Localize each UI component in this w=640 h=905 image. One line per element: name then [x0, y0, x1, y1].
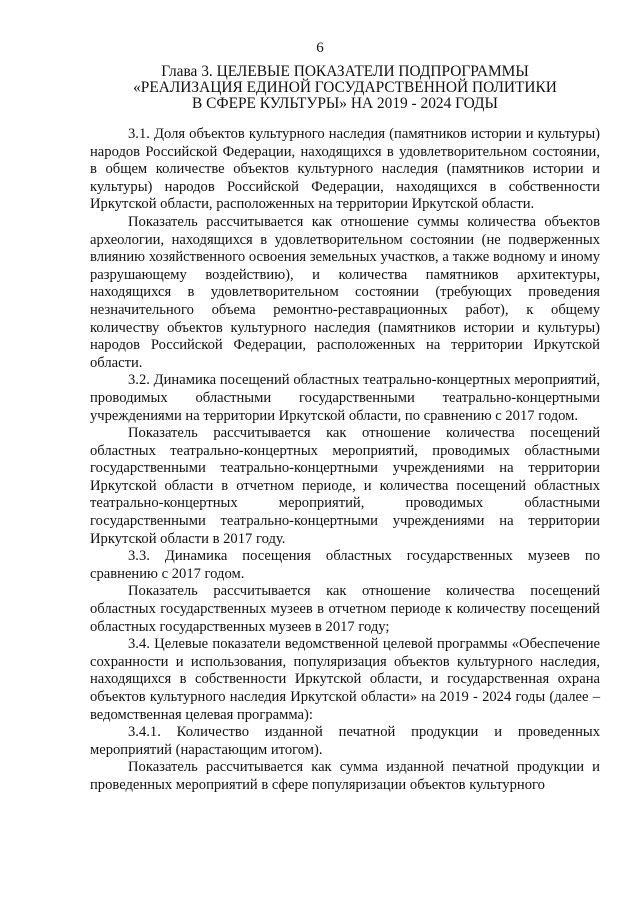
chapter-title — [90, 64, 600, 112]
paragraph-3-4-1: 3.4.1. Количество изданной печатной продукции и проведенных мероприятий (нарастающим итогом). — [90, 724, 600, 758]
paragraph-3-3-method: Показатель рассчитывается как отношение количества посещений областных государственных музеев в отчетном периоде к количеству посещений областных государственных музеев в 2017 году; — [90, 583, 600, 635]
chapter-title-line: «РЕАЛИЗАЦИЯ ЕДИНОЙ ГОСУДАРСТВЕННОЙ ПОЛИТИКИ — [133, 79, 557, 96]
paragraph-3-2: 3.2. Динамика посещений областных театрально-концертных мероприятий, проводимых областными государственными театрально-концертными учреждениями на территории Иркутской области, по сравнению с 2017 годом. — [90, 372, 600, 424]
paragraph-3-1: 3.1. Доля объектов культурного наследия (памятников истории и культуры) народов Российской Федерации, находящихся в удовлетворительном состоянии, в общем количестве объектов культурного наследия (памятников истории и культуры) народов Российской Федерации, находящихся в собственности Иркутской области, расположенных на территории Иркутской области. — [90, 126, 600, 213]
paragraph-3-1-method: Показатель рассчитывается как отношение суммы количества объектов археологии, находящихся в удовлетворительном состоянии (не подверженных влиянию хозяйственного освоения земельных участков, а также водному и иному разрушающему воздействию), и количества памятников архитектуры, находящихся в удовлетворительном состоянии (требующих проведения незначительного объема ремонтно-реставрационных работ), к общему количеству объектов культурного наследия (памятников истории и культуры) народов Российской Федерации, расположенных на территории Иркутской области. — [90, 213, 600, 371]
chapter-title-line: Глава 3. ЦЕЛЕВЫЕ ПОКАЗАТЕЛИ ПОДПРОГРАММЫ — [161, 63, 529, 80]
paragraph-3-4: 3.4. Целевые показатели ведомственной целевой программы «Обеспечение сохранности и использования, популяризация объектов культурного наследия, находящихся в собственности Иркутской области, и государственная охрана объектов культурного наследия Иркутской области» на 2019 - 2024 годы (далее – ведомственная целевая программа): — [90, 636, 600, 723]
document-body — [90, 126, 600, 795]
paragraph-3-3: 3.3. Динамика посещения областных государственных музеев по сравнению с 2017 годом. — [90, 548, 600, 582]
paragraph-3-2-method: Показатель рассчитывается как отношение количества посещений областных театрально-концертных мероприятий, проводимых областными государственными театрально-концертными учреждениями на территории Иркутской области в отчетном периоде, и количества посещений областных театрально-концертных мероприятий, проводимых областными государственными театрально-концертными учреждениями на территории Иркутской области в 2017 году. — [90, 425, 600, 547]
paragraph-3-4-1-method: Показатель рассчитывается как сумма изданной печатной продукции и проведенных мероприятий в сфере популяризации объектов культурного — [90, 759, 600, 793]
page-number: 6 — [316, 40, 324, 56]
chapter-title-line: В СФЕРЕ КУЛЬТУРЫ» НА 2019 - 2024 ГОДЫ — [192, 95, 498, 112]
